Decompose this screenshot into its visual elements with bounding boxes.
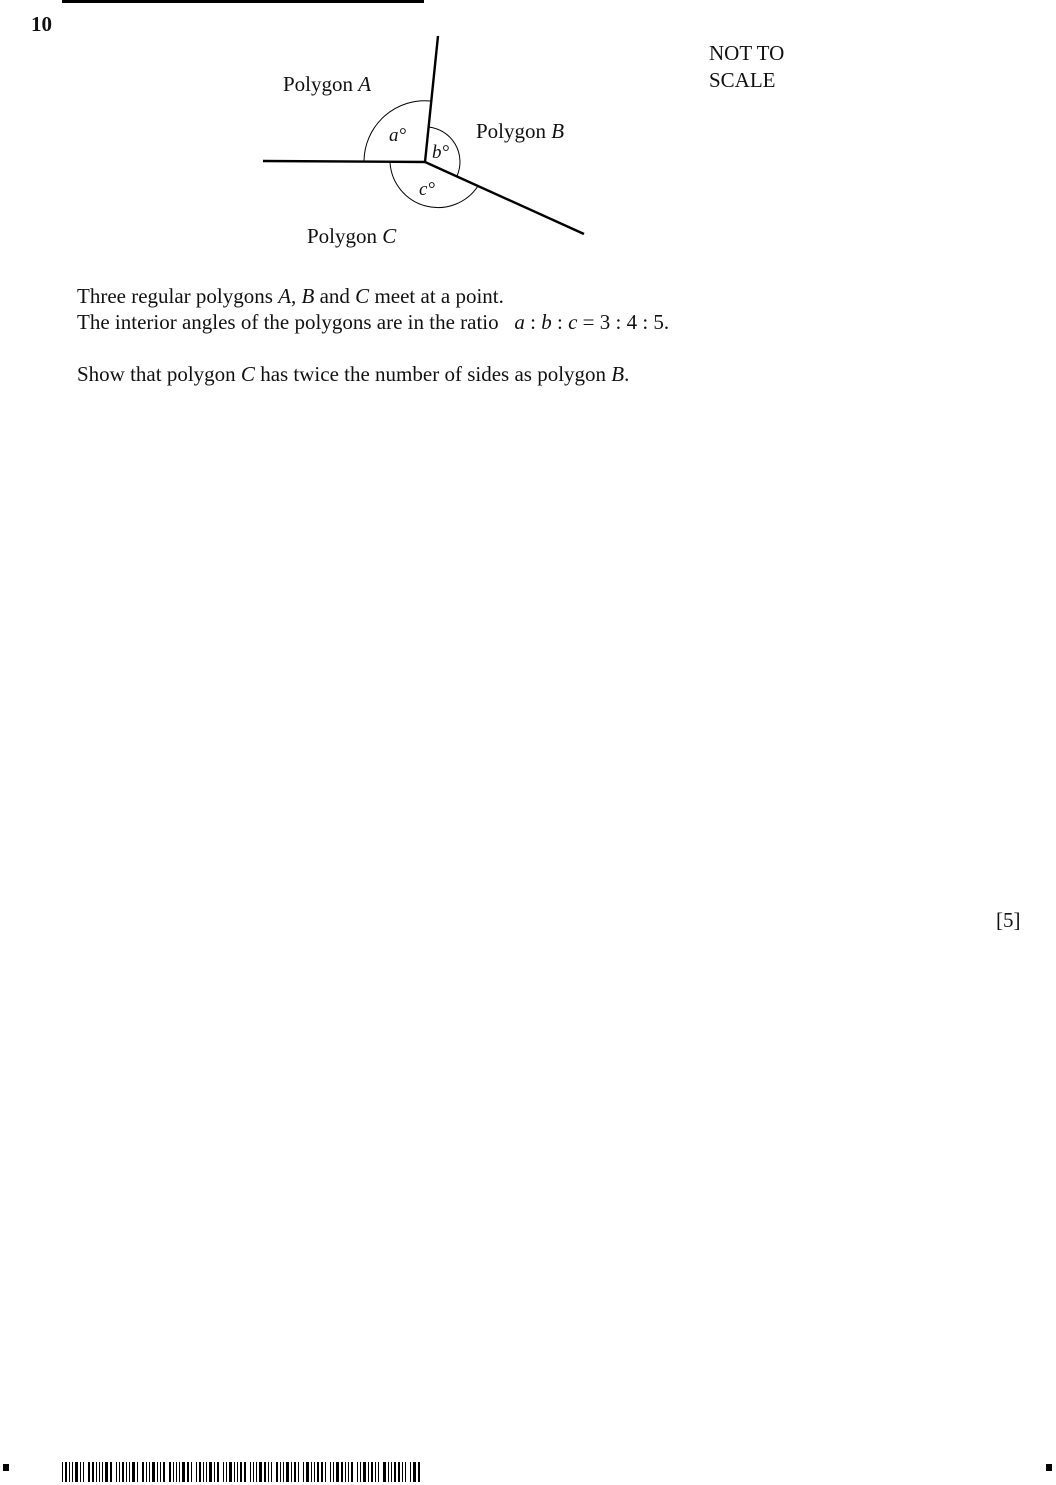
barcode-bar [223,1462,224,1482]
barcode-bar [137,1462,138,1482]
line1-letter-c: C [355,284,370,308]
not-to-scale-line-2: SCALE [709,68,776,92]
not-to-scale-line-1: NOT TO [709,41,785,65]
barcode-bar [142,1462,144,1482]
question-line-3 [77,362,629,387]
barcode-bar [229,1462,232,1482]
line1-part2: , [291,284,302,308]
barcode-bar [345,1462,346,1482]
barcode-bar [83,1462,84,1482]
edge-left [263,161,425,162]
barcode-bar [303,1462,304,1482]
barcode-bar [264,1462,266,1482]
barcode-bar [271,1462,272,1482]
barcode-bar [234,1462,235,1482]
barcode-bar [256,1462,257,1482]
barcode-bar [360,1462,361,1482]
barcode-bar [237,1462,238,1482]
barcode-bar [294,1462,296,1482]
barcode-bar [388,1462,389,1482]
barcode-bar [203,1462,204,1482]
line1-part1: Three regular polygons [77,284,279,308]
edge-right [425,162,584,234]
barcode-bar [214,1462,215,1482]
barcode-bar [146,1462,147,1482]
barcode-bar [317,1462,319,1482]
barcode-bar [75,1462,78,1482]
barcode-bar [398,1462,400,1482]
barcode-bar [182,1462,185,1482]
barcode-bar [116,1462,117,1482]
line1-letter-a: A [278,284,292,308]
barcode-bar [418,1462,420,1482]
question-line-1 [77,284,504,309]
barcode-bar [341,1462,343,1482]
barcode-bar [217,1462,219,1482]
registration-mark-right [1046,1464,1052,1471]
page-barcode [62,1462,424,1482]
barcode-bar [375,1462,376,1482]
barcode-bar [325,1462,326,1482]
barcode-bar [169,1462,171,1482]
line2-var-b: b [541,310,552,334]
barcode-bar [250,1462,251,1482]
barcode-bar [333,1462,334,1482]
line2-var-c: c [568,310,578,334]
barcode-bar [199,1462,201,1482]
barcode-bar [368,1462,369,1482]
question-number: 10 [31,12,52,36]
polygon-b-word: Polygon [476,119,547,143]
barcode-bar [69,1462,70,1482]
barcode-bar [402,1462,403,1482]
polygon-a-label [283,72,371,97]
polygon-b-label [476,119,564,144]
barcode-bar [119,1462,120,1482]
barcode-bar [179,1462,180,1482]
barcode-bar [173,1462,174,1482]
line3-letter-c: C [240,362,255,386]
line2-part2: = 3 : 4 : 5. [577,310,670,334]
barcode-bar [163,1462,165,1482]
line3-part1: Show that polygon [77,362,241,386]
barcode-bar [129,1462,130,1482]
barcode-bar [383,1462,386,1482]
barcode-bar [321,1462,323,1482]
barcode-bar [253,1462,254,1482]
barcode-bar [244,1462,246,1482]
barcode-bar [348,1462,349,1482]
barcode-bar [157,1462,158,1482]
barcode-bar [259,1462,262,1482]
line1-part4: meet at a point. [369,284,504,308]
barcode-bar [268,1462,269,1482]
barcode-bar [330,1462,331,1482]
barcode-bar [92,1462,94,1482]
barcode-bar [298,1462,299,1482]
barcode-bar [378,1462,379,1482]
barcode-bar [132,1462,135,1482]
barcode-bar [351,1462,353,1482]
barcode-bar [286,1462,289,1482]
question-line-2 [77,310,669,335]
line2-var-a: a [514,310,525,334]
barcode-bar [314,1462,315,1482]
line2-part1: The interior angles of the polygons are in the ratio [77,310,515,334]
barcode-bar [72,1462,73,1482]
barcode-bar [209,1462,212,1482]
barcode-bar [102,1462,103,1482]
line3-part3: . [624,362,630,386]
barcode-bar [410,1462,411,1482]
line2-sep2: : [551,310,569,334]
barcode-bar [187,1462,189,1482]
barcode-bar [62,1462,63,1482]
barcode-bar [291,1462,292,1482]
line2-sep1: : [524,310,542,334]
angle-b-label: b° [432,142,450,163]
barcode-bar [176,1462,177,1482]
barcode-bar [413,1462,416,1482]
barcode-bar [196,1462,197,1482]
polygon-b-letter: B [551,119,565,143]
barcode-bar [357,1462,358,1482]
barcode-bar [149,1462,150,1482]
polygon-a-letter: A [358,72,372,96]
barcode-bar [99,1462,100,1482]
barcode-bar [363,1462,366,1482]
barcode-bar [206,1462,207,1482]
barcode-bar [240,1462,242,1482]
line3-part2: has twice the number of sides as polygon [254,362,612,386]
marks-label: [5] [996,908,1021,932]
barcode-bar [311,1462,312,1482]
barcode-bar [276,1462,278,1482]
angle-c-label: c° [419,179,436,200]
barcode-bar [191,1462,192,1482]
barcode-bar [110,1462,112,1482]
barcode-bar [226,1462,227,1482]
barcode-bar [126,1462,127,1482]
barcode-bar [152,1462,155,1482]
barcode-bar [280,1462,281,1482]
line1-part3: and [314,284,356,308]
polygon-c-word: Polygon [307,224,378,248]
polygon-c-letter: C [382,224,397,248]
barcode-bar [96,1462,97,1482]
barcode-bar [88,1462,90,1482]
barcode-bar [65,1462,67,1482]
barcode-bar [80,1462,81,1482]
angle-a-label: a° [389,125,407,146]
barcode-bar [391,1462,392,1482]
line3-letter-b: B [611,362,625,386]
barcode-bar [336,1462,339,1482]
barcode-bar [371,1462,373,1482]
barcode-bar [306,1462,309,1482]
polygon-a-word: Polygon [283,72,354,96]
barcode-bar [394,1462,396,1482]
line1-letter-b: B [301,284,315,308]
registration-mark-left [3,1464,9,1471]
barcode-bar [160,1462,161,1482]
barcode-bar [105,1462,108,1482]
barcode-bar [405,1462,406,1482]
barcode-bar [122,1462,124,1482]
polygon-c-label [307,224,396,249]
barcode-bar [283,1462,284,1482]
